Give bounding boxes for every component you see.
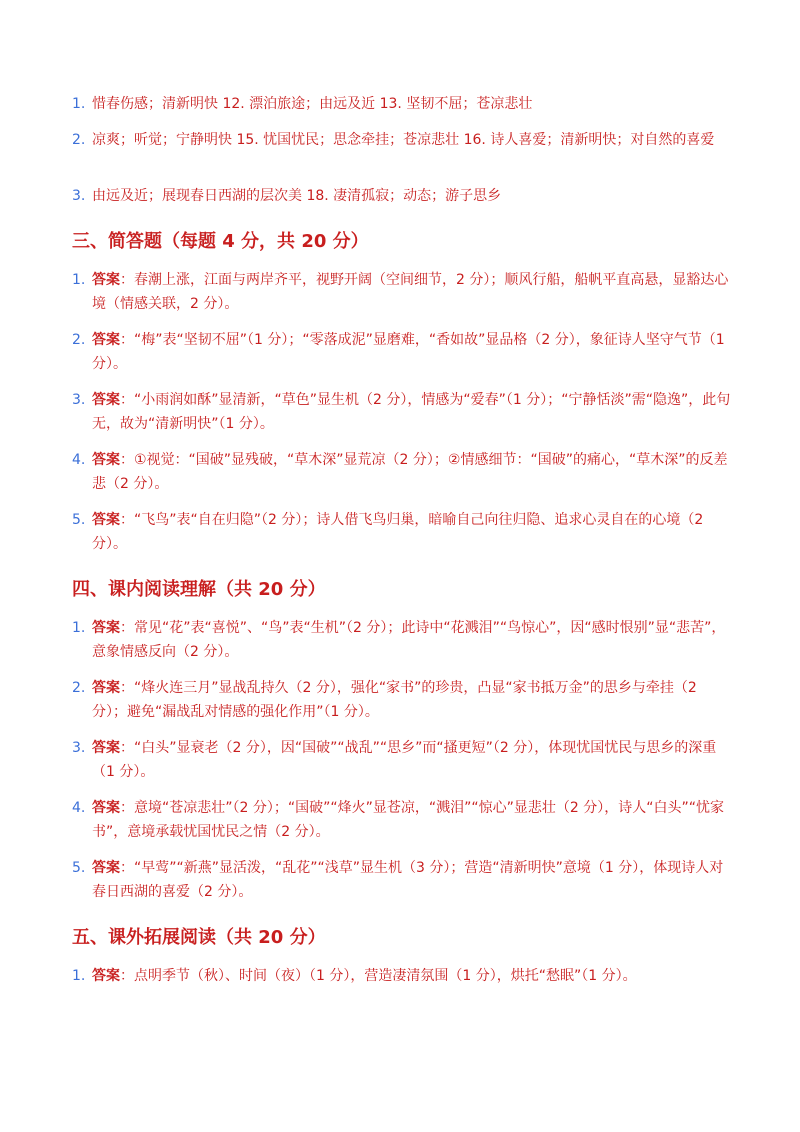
short-answer-item bbox=[72, 448, 732, 496]
item-number: 2. bbox=[72, 132, 86, 148]
item-number: 3. bbox=[72, 392, 86, 408]
item-text: 惜春伤感；清新明快 12. 漂泊旅途；由远及近 13. 坚韧不屈；苍凉悲壮 bbox=[92, 96, 533, 112]
list-item bbox=[72, 328, 732, 376]
answer-label: 答案 bbox=[92, 740, 120, 756]
list-item bbox=[72, 184, 732, 208]
list-item bbox=[72, 676, 732, 724]
answer-label: 答案 bbox=[92, 680, 120, 696]
list-item bbox=[72, 128, 732, 152]
item-number: 4. bbox=[72, 452, 86, 468]
answer-label: 答案 bbox=[92, 332, 120, 348]
reading-answer-item bbox=[72, 796, 732, 844]
item-number: 3. bbox=[72, 188, 86, 204]
reading-answer-item bbox=[72, 676, 732, 724]
item-text: 由远及近；展现春日西湖的层次美 18. 凄清孤寂；动态；游子思乡 bbox=[92, 188, 502, 204]
short-answer-item bbox=[72, 508, 732, 556]
reading-answer-item bbox=[72, 856, 732, 904]
item-text: ：“白头”显衰老（2 分），因“国破”“战乱”“思乡”而“搔更短”（2 分），体现忧国忧民与思乡的深重（1 分）。 bbox=[92, 740, 717, 780]
item-number: 5. bbox=[72, 860, 86, 876]
list-item bbox=[72, 856, 732, 904]
list-item bbox=[72, 268, 732, 316]
section-heading: 三、简答题（每题 4 分，共 20 分） bbox=[72, 231, 369, 252]
item-text: ：点明季节（秋）、时间（夜）（1 分），营造凄清氛围（1 分），烘托“愁眠”（1 分）。 bbox=[120, 968, 637, 984]
answer-list-fill-in bbox=[72, 184, 732, 208]
reading-answer-item bbox=[72, 616, 732, 664]
answer-label: 答案 bbox=[92, 860, 120, 876]
list-item bbox=[72, 92, 732, 116]
answer-label: 答案 bbox=[92, 800, 120, 816]
item-text: ：“飞鸟”表“自在归隐”（2 分）；诗人借飞鸟归巢，暗喻自己向往归隐、追求心灵自在的心境（2 分）。 bbox=[92, 512, 704, 552]
list-item bbox=[72, 796, 732, 844]
extended-reading-item bbox=[72, 964, 732, 988]
item-number: 1. bbox=[72, 968, 86, 984]
short-answer-item bbox=[72, 328, 732, 376]
item-number: 1. bbox=[72, 96, 86, 112]
item-text: ：“梅”表“坚韧不屈”（1 分）；“零落成泥”显磨难，“香如故”显品格（2 分），象征诗人坚守气节（1 分）。 bbox=[92, 332, 725, 372]
list-item bbox=[72, 448, 732, 496]
answer-label: 答案 bbox=[92, 512, 120, 528]
reading-answer-item bbox=[72, 736, 732, 784]
answer-label: 答案 bbox=[92, 272, 120, 288]
short-answer-item bbox=[72, 268, 732, 316]
item-number: 5. bbox=[72, 512, 86, 528]
item-text: ：“小雨润如酥”显清新，“草色”显生机（2 分），情感为“爱春”（1 分）；“宁静恬淡”需“隐逸”，此句无，故为“清新明快”（1 分）。 bbox=[92, 392, 731, 432]
section-heading: 五、课外拓展阅读（共 20 分） bbox=[72, 927, 326, 948]
list-item bbox=[72, 616, 732, 664]
item-number: 1. bbox=[72, 272, 86, 288]
list-item bbox=[72, 964, 732, 988]
item-text: 凉爽；听觉；宁静明快 15. 忧国忧民；思念牵挂；苍凉悲壮 16. 诗人喜爱；清新明快；对自然的喜爱 bbox=[92, 132, 715, 148]
list-item bbox=[72, 508, 732, 556]
item-number: 2. bbox=[72, 680, 86, 696]
item-number: 3. bbox=[72, 740, 86, 756]
item-number: 4. bbox=[72, 800, 86, 816]
answer-label: 答案 bbox=[92, 452, 120, 468]
list-item bbox=[72, 736, 732, 784]
item-text: ：“早莺”“新燕”显活泼，“乱花”“浅草”显生机（3 分）；营造“清新明快”意境（1 分），体现诗人对春日西湖的喜爱（2 分）。 bbox=[92, 860, 724, 900]
section-heading: 四、课内阅读理解（共 20 分） bbox=[72, 579, 326, 600]
item-number: 1. bbox=[72, 620, 86, 636]
answer-label: 答案 bbox=[92, 968, 120, 984]
answer-label: 答案 bbox=[92, 392, 120, 408]
item-number: 2. bbox=[72, 332, 86, 348]
answer-list-fill-in bbox=[72, 92, 732, 116]
answer-list-fill-in bbox=[72, 128, 732, 152]
item-text: ：春潮上涨，江面与两岸齐平，视野开阔（空间细节，2 分）；顺风行船，船帆平直高悬，显豁达心境（情感关联，2 分）。 bbox=[92, 272, 729, 312]
item-text: ：意境“苍凉悲壮”（2 分）；“国破”“烽火”显苍凉，“溅泪”“惊心”显悲壮（2 分），诗人“白头”“忧家书”，意境承载忧国忧民之情（2 分）。 bbox=[92, 800, 725, 840]
short-answer-item bbox=[72, 388, 732, 436]
item-text: ：“烽火连三月”显战乱持久（2 分），强化“家书”的珍贵，凸显“家书抵万金”的思乡与牵挂（2 分）；避免“漏战乱对情感的强化作用”（1 分）。 bbox=[92, 680, 697, 720]
item-text: ：常见“花”表“喜悦”、“鸟”表“生机”（2 分）；此诗中“花溅泪”“鸟惊心”，因“感时恨别”显“悲苦”，意象情感反向（2 分）。 bbox=[92, 620, 726, 660]
answer-label: 答案 bbox=[92, 620, 120, 636]
item-text: ：①视觉：“国破”显残破，“草木深”显荒凉（2 分）；②情感细节：“国破”的痛心，“草木深”的反差悲（2 分）。 bbox=[92, 452, 728, 492]
list-item bbox=[72, 388, 732, 436]
